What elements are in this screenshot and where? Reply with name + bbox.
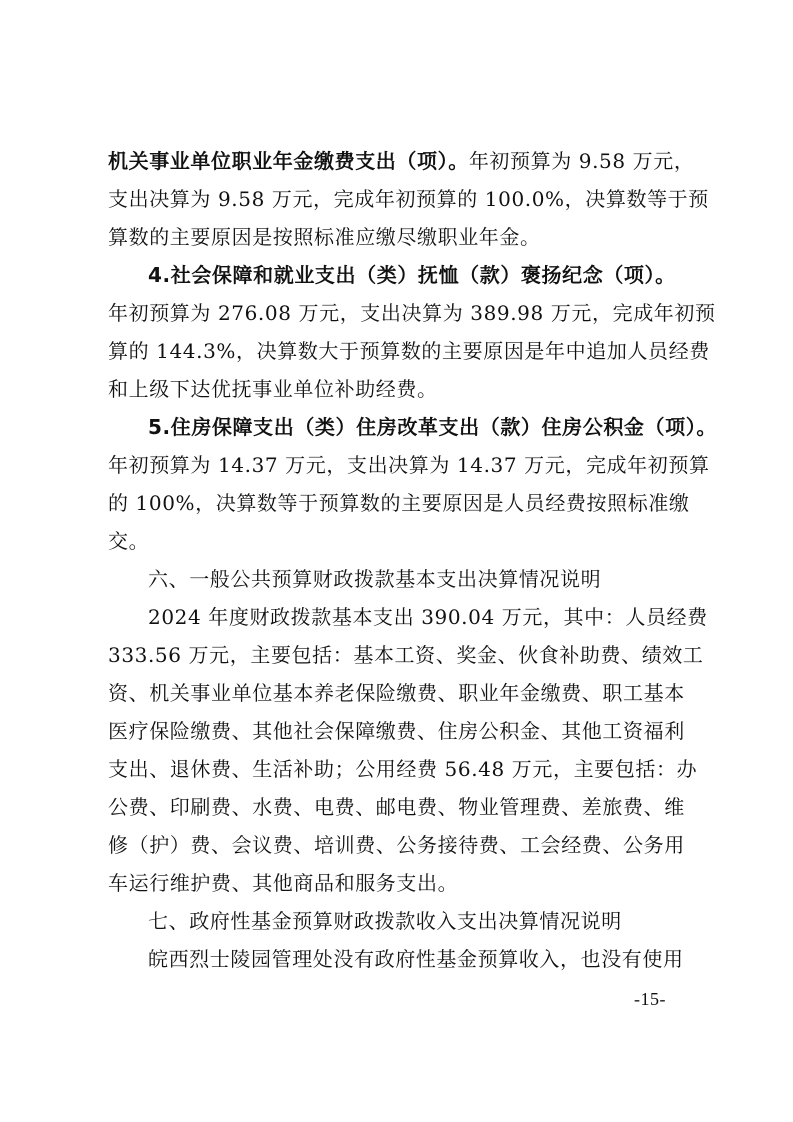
paragraph-line: 医疗保险缴费、其他社会保障缴费、住房公积金、其他工资福利 [108,719,685,743]
item-heading: 5.住房保障支出（类）住房改革支出（款）住房公积金（项）。 [148,415,717,439]
paragraph-line: 的 100%，决算数等于预算数的主要原因是人员经费按照标准缴 [108,491,690,515]
paragraph-line: 资、机关事业单位基本养老保险缴费、职业年金缴费、职工基本 [108,681,685,705]
section-heading: 七、政府性基金预算财政拨款收入支出决算情况说明 [148,909,622,933]
paragraph-line: 2024 年度财政拨款基本支出 390.04 万元，其中：人员经费 [148,605,708,629]
paragraph-line [108,146,698,176]
paragraph-line: 支出决算为 9.58 万元，完成年初预算的 100.0%，决算数等于预 [108,187,709,211]
section-heading: 六、一般公共预算财政拨款基本支出决算情况说明 [148,567,602,591]
text-run: 年初预算为 9.58 万元， [468,149,695,173]
paragraph-line: 333.56 万元，主要包括：基本工资、奖金、伙食补助费、绩效工 [108,643,704,667]
item-heading: 4.社会保障和就业支出（类）抚恤（款）褒扬纪念（项）。 [148,263,676,287]
paragraph-line: 车运行维护费、其他商品和服务支出。 [108,871,459,895]
item-heading: 机关事业单位职业年金缴费支出（项）。 [108,149,469,173]
paragraph-line: 算数的主要原因是按照标准应缴尽缴职业年金。 [108,225,541,249]
paragraph-line: 修（护）费、会议费、培训费、公务接待费、工会经费、公务用 [108,833,685,857]
paragraph-line: 交。 [108,529,150,553]
paragraph-line: 算的 144.3%，决算数大于预算数的主要原因是年中追加人员经费 [108,339,710,363]
paragraph-line: 支出、退休费、生活补助；公用经费 56.48 万元，主要包括：办 [108,757,698,781]
paragraph-line: 和上级下达优抚事业单位补助经费。 [108,377,438,401]
paragraph-line: 皖西烈士陵园管理处没有政府性基金预算收入，也没有使用 [148,947,684,971]
paragraph-line: 年初预算为 276.08 万元，支出决算为 389.98 万元，完成年初预 [108,301,716,325]
paragraph-line: 年初预算为 14.37 万元，支出决算为 14.37 万元，完成年初预算 [108,453,710,477]
page-number: -15- [634,989,666,1009]
paragraph-line: 公费、印刷费、水费、电费、邮电费、物业管理费、差旅费、维 [108,795,685,819]
